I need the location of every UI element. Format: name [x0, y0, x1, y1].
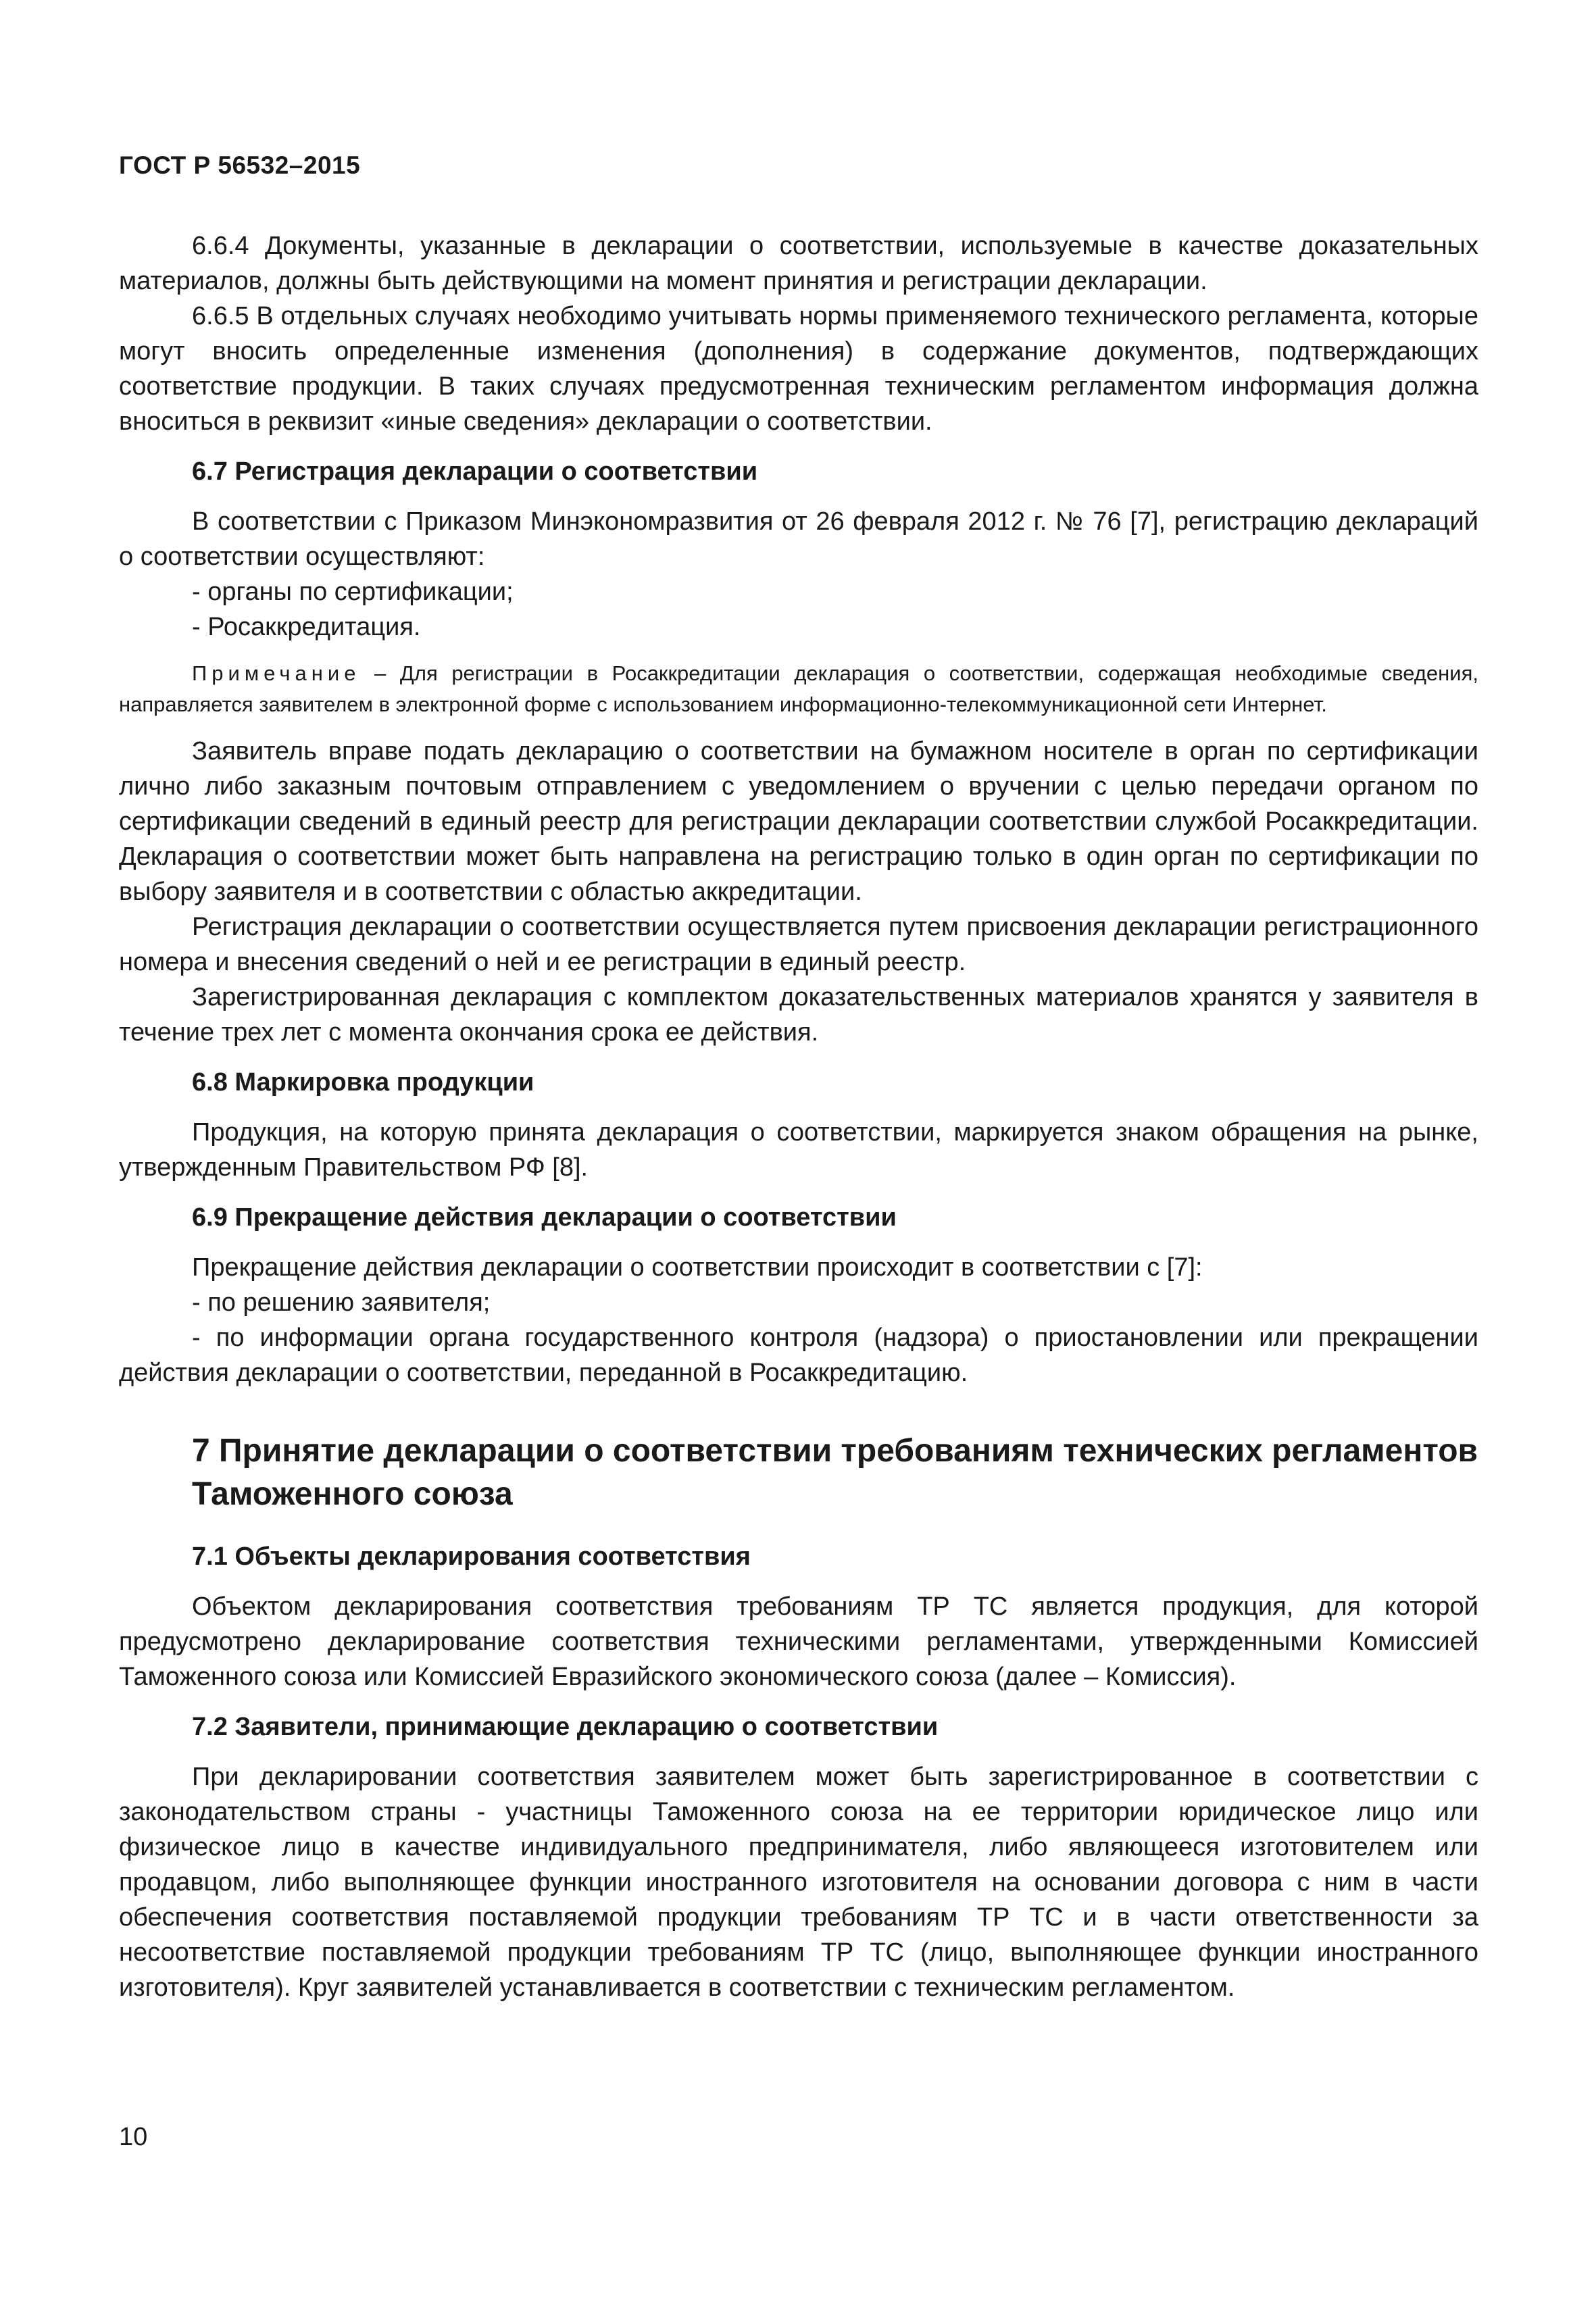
paragraph-7-1: Объектом декларирования соответствия требованиям ТР ТС является продукция, для которой предусмотрено декларирование соответствия техническими регламентами, утвержденными Комиссией Таможенного союза или Комиссией Евразийского экономического союза (далее – Комиссия). — [119, 1592, 1478, 1691]
paragraph-6-8: Продукция, на которую принята декларация о соответствии, маркируется знаком обращения на рынке, утвержденным Правительством РФ [8]. — [119, 1118, 1478, 1182]
heading-6-8: 6.8 Маркировка продукции — [192, 1068, 534, 1097]
note-6-7 — [119, 658, 1478, 720]
note-label: Примечание — [192, 661, 361, 685]
paragraph-6-7-applicant: Заявитель вправе подать декларацию о соответствии на бумажном носителе в орган по сертификации лично либо заказным почтовым отправлением с уведомлением о вручении с целью передачи органом по сертификации сведений в единый реестр для регистрации декларации соответствии службой Росаккредитации. Декларация о соответствии может быть направлена на регистрацию только в один орган по сертификации по выбору заявителя и в соответствии с областью аккредитации. — [119, 737, 1478, 906]
list-item-certification-bodies: - органы по сертификации; — [192, 578, 514, 606]
paragraph-7-2: При декларировании соответствия заявителем может быть зарегистрированное в соответствии с законодательством страны - участницы Таможенного союза на ее территории юридическое лицо или физическое лицо в качестве индивидуального предпринимателя, либо являющееся изготовителем или продавцом, либо выполняющее функции иностранного изготовителя на основании договора с ним в части обеспечения соответствия поставляемой продукции требованиям ТР ТС и в части ответственности за несоответствие поставляемой продукции требованиям ТР ТС (лицо, выполняющее функции иностранного изготовителя). Круг заявителей устанавливается в соответствии с техническим регламентом. — [119, 1763, 1478, 2002]
paragraph-6-9-control-info: - по информации органа государственного контроля (надзора) о приостановлении или прекращении действия декларации о соответствии, переданной в Росаккредитацию. — [119, 1324, 1478, 1387]
paragraph-6-6-4: 6.6.4 Документы, указанные в декларации о соответствии, используемые в качестве доказательных материалов, должны быть действующими на момент принятия и регистрации декларации. — [119, 232, 1478, 295]
heading-6-9: 6.9 Прекращение действия декларации о соответствии — [192, 1203, 897, 1232]
heading-6-7: 6.7 Регистрация декларации о соответствии — [192, 457, 758, 486]
heading-7-1: 7.1 Объекты декларирования соответствия — [192, 1542, 751, 1571]
document-code-header: ГОСТ Р 56532–2015 — [119, 151, 361, 179]
paragraph-6-7-storage: Зарегистрированная декларация с комплектом доказательственных материалов хранятся у заявителя в течение трех лет с момента окончания срока ее действия. — [119, 983, 1478, 1047]
list-item-rosaccreditation: - Росаккредитация. — [192, 613, 421, 641]
list-item-applicant-decision: - по решению заявителя; — [192, 1288, 491, 1317]
paragraph-6-9-intro: Прекращение действия декларации о соответствии происходит в соответствии с [7]: — [192, 1253, 1203, 1282]
page-number: 10 — [119, 2123, 148, 2151]
document-body — [119, 228, 1478, 2005]
note-text: – Для регистрации в Росаккредитации декларация о соответствии, содержащая необходимые сведения, направляется заявителем в электронной форме с использованием информационно-телекоммуникационной сети Интернет. — [119, 661, 1478, 716]
paragraph-6-7-intro: В соответствии с Приказом Минэкономразвития от 26 февраля 2012 г. № 76 [7], регистрацию деклараций о соответствии осуществляют: — [119, 507, 1478, 571]
paragraph-6-7-registration: Регистрация декларации о соответствии осуществляется путем присвоения декларации регистрационного номера и внесения сведений о ней и ее регистрации в единый реестр. — [119, 913, 1478, 976]
paragraph-6-6-5: 6.6.5 В отдельных случаях необходимо учитывать нормы применяемого технического регламента, которые могут вносить определенные изменения (дополнения) в содержание документов, подтверждающих соответствие продукции. В таких случаях предусмотренная техническим регламентом информация должна вноситься в реквизит «иные сведения» декларации о соответствии. — [119, 302, 1478, 436]
heading-7-2: 7.2 Заявители, принимающие декларацию о соответствии — [192, 1713, 939, 1741]
heading-section-7: 7 Принятие декларации о соответствии требованиям технических регламентов Таможенного союза — [192, 1433, 1478, 1512]
